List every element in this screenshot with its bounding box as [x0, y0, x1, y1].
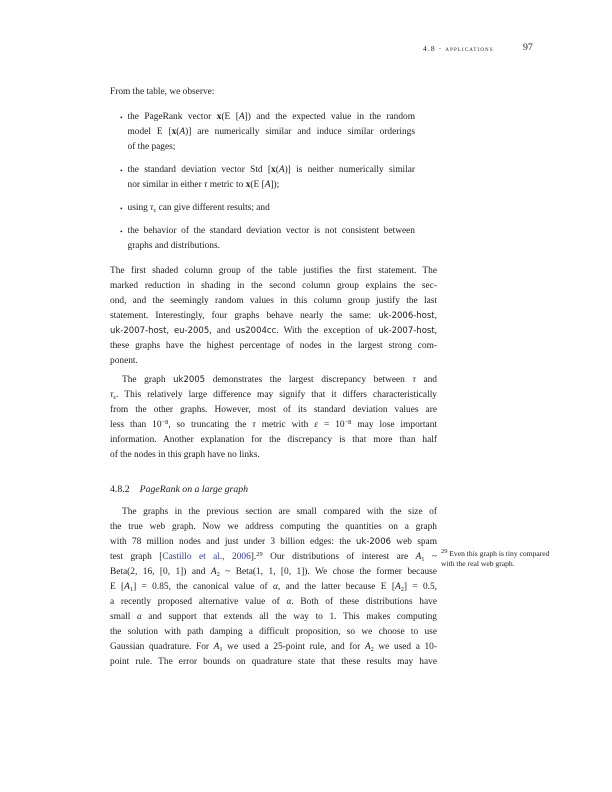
- text-run: may lose important: [351, 420, 437, 430]
- subscript: ε: [113, 394, 117, 401]
- text-run: )] is neither numerically similar: [284, 165, 415, 175]
- text-run: Even this graph is tiny compared: [447, 549, 550, 558]
- text-run: From the table, we observe:: [110, 87, 215, 97]
- math-variable: A: [415, 552, 422, 562]
- text-line: [441, 549, 563, 559]
- text-line: [110, 580, 437, 595]
- text-line: [110, 403, 437, 418]
- math-variable: ε: [314, 420, 318, 430]
- text-run: ] = 0.5,: [403, 582, 437, 592]
- text-line: [110, 264, 437, 279]
- section-heading-title: PageRank on a large graph: [139, 484, 249, 495]
- bullet-icon: •: [120, 166, 123, 175]
- text-run: point rule. The error bounds on quadrature state that these results may have: [110, 657, 437, 667]
- subscript: 1: [129, 586, 134, 593]
- math-variable: τ: [110, 390, 114, 400]
- section-heading-number: 4.8.2: [110, 484, 130, 495]
- text-run: we used a 25-point rule, and for: [222, 642, 365, 652]
- text-run: less than 10: [110, 420, 162, 430]
- paragraph-large-graph: [110, 505, 437, 670]
- text-line: [128, 178, 416, 193]
- citation-link[interactable]: Castillo et al., 2006: [162, 552, 251, 562]
- text-line: [110, 354, 437, 369]
- text-run: ] = 0.85, the canonical value of: [133, 582, 273, 592]
- graph-name: uk2005: [173, 375, 206, 385]
- math-variable: A: [179, 127, 186, 137]
- graph-name: uk-2007-host: [378, 326, 435, 336]
- text-run: graphs and distributions.: [127, 241, 220, 251]
- math-variable: A: [394, 582, 401, 592]
- superscript: −8: [344, 418, 352, 426]
- text-run: ~ Beta(1, 1, [0, 1]). We chose the former because: [219, 567, 437, 577]
- text-run: Beta(2, 16, [0, 1]) and: [110, 567, 211, 577]
- text-line: [128, 125, 416, 140]
- text-run: , and: [209, 326, 236, 336]
- subscript: ε: [153, 207, 157, 214]
- text-line: [110, 535, 437, 550]
- math-bold-symbol: x: [271, 165, 276, 175]
- text-run: test graph [: [110, 552, 163, 562]
- graph-name: us2004cc: [235, 326, 277, 336]
- bullet-icon: •: [120, 204, 123, 213]
- text-line: [110, 505, 437, 520]
- text-run: model E [: [127, 127, 172, 137]
- text-line: [110, 520, 437, 535]
- text-line: [110, 85, 437, 100]
- text-line: [110, 565, 437, 580]
- text-line: [110, 418, 437, 433]
- text-run: with the real web graph.: [441, 559, 515, 568]
- text-run: can give different results; and: [156, 203, 270, 213]
- text-line: [110, 279, 437, 294]
- math-bold-symbol: x: [216, 112, 222, 122]
- text-run: )] are numerically similar and induce similar orderings: [185, 127, 415, 137]
- text-run: the standard deviation vector Std [: [127, 165, 272, 175]
- text-line: [128, 110, 416, 125]
- main-text-column: [110, 85, 437, 670]
- text-run: ,: [434, 311, 437, 321]
- paragraph-table-discussion: [110, 264, 437, 369]
- subscript: 2: [370, 646, 374, 653]
- bullet-icon: •: [120, 113, 123, 122]
- subscript: 1: [421, 556, 425, 563]
- math-variable: A: [364, 642, 371, 652]
- text-line: [110, 373, 437, 388]
- text-run: The graph: [122, 375, 174, 385]
- text-line: [110, 640, 437, 655]
- running-head: [0, 44, 612, 58]
- text-run: ponent.: [110, 356, 138, 366]
- text-run: Gaussian quadrature. For: [110, 642, 214, 652]
- list-item: [120, 163, 416, 193]
- text-run: ,: [166, 326, 174, 336]
- text-line: [110, 595, 437, 610]
- math-variable: τ: [412, 375, 416, 385]
- math-variable: α: [273, 582, 278, 592]
- margin-note: [441, 549, 563, 569]
- text-run: statement. Interestingly, four graphs behave nearly the same:: [110, 311, 379, 321]
- text-run: E [: [110, 582, 125, 592]
- text-line: [110, 294, 437, 309]
- list-item: [120, 224, 416, 254]
- text-line: [110, 433, 437, 448]
- text-line: [128, 224, 416, 239]
- text-run: a recently proposed alternative value of: [110, 597, 287, 607]
- superscript: 29: [256, 550, 263, 558]
- text-run: the true web graph. Now we address computing the quantities on a graph: [110, 522, 437, 532]
- math-bold-symbol: x: [171, 127, 177, 137]
- text-run: information. Another explanation for the discrepancy is that more than half: [110, 435, 437, 445]
- text-line: [128, 140, 416, 155]
- text-line: [110, 610, 437, 625]
- text-line: [110, 655, 437, 670]
- math-variable: A: [278, 165, 285, 175]
- text-run: nor similar in either: [127, 180, 205, 190]
- text-run: of the pages;: [127, 142, 176, 152]
- text-line: [128, 163, 416, 178]
- section-heading: [110, 482, 437, 497]
- math-variable: τ: [150, 203, 154, 213]
- text-run: (E [: [221, 112, 239, 122]
- text-run: of the nodes in this graph have no links.: [110, 450, 260, 460]
- text-run: The first shaded column group of the table justifies the first statement. The: [110, 266, 437, 276]
- math-variable: A: [210, 567, 217, 577]
- graph-name: eu-2005: [173, 326, 210, 336]
- text-run: with 78 million nodes and just under 3 billion edges: the: [110, 537, 357, 547]
- intro-paragraph: [110, 85, 437, 100]
- math-variable: A: [213, 642, 220, 652]
- text-run: = 10: [317, 420, 345, 430]
- superscript: 29: [441, 549, 448, 555]
- page-number: 97: [523, 42, 533, 53]
- graph-name: uk-2006-host: [378, 311, 435, 321]
- text-run: marked reduction in shading in the second column group explains the sec-: [110, 281, 437, 291]
- text-run: these graphs have the highest percentage of nodes in the largest strong com-: [110, 341, 437, 351]
- text-run: (E [: [250, 180, 265, 190]
- text-line: [110, 550, 437, 565]
- math-variable: τ: [204, 180, 208, 190]
- text-run: ,: [434, 326, 437, 336]
- text-run: and: [415, 375, 437, 385]
- subscript: 2: [216, 571, 220, 578]
- text-run: metric to: [207, 180, 246, 190]
- text-run: the solution with path damping a difficult proposition, so we choose to use: [110, 627, 437, 637]
- text-run: the behavior of the standard deviation vector is not consistent between: [127, 226, 415, 236]
- text-run: ~: [424, 552, 437, 562]
- text-run: . With the exception of: [276, 326, 379, 336]
- math-variable: a: [136, 612, 142, 622]
- math-variable: A: [238, 112, 245, 122]
- text-line: [110, 339, 437, 354]
- math-variable: A: [264, 180, 271, 190]
- text-line: [110, 388, 437, 403]
- text-run: ond, and the seemingly random values in this column group justify the last: [110, 296, 437, 306]
- text-line: [441, 559, 563, 569]
- subscript: 1: [219, 646, 223, 653]
- text-run: , so truncating the: [168, 420, 253, 430]
- text-run: and support that extends all the way to 1. This makes computing: [141, 612, 437, 622]
- text-run: (: [275, 165, 279, 175]
- text-run: , and the latter because E [: [277, 582, 395, 592]
- text-run: Our distributions of interest are: [262, 552, 416, 562]
- observation-list: [110, 110, 437, 254]
- text-line: [110, 309, 437, 324]
- math-variable: τ: [252, 420, 256, 430]
- list-item: [120, 110, 416, 155]
- text-run: we used a 10-: [373, 642, 437, 652]
- text-run: . Both of these distributions have: [291, 597, 437, 607]
- text-line: [128, 201, 416, 216]
- graph-name: uk-2007-host: [110, 326, 167, 336]
- text-run: demonstrates the largest discrepancy between: [205, 375, 413, 385]
- text-line: [110, 324, 437, 339]
- text-run: ]);: [270, 180, 280, 190]
- text-run: the PageRank vector: [127, 112, 217, 122]
- text-line: [128, 239, 416, 254]
- running-head-section: 4.8 · applications: [423, 44, 494, 53]
- math-variable: α: [286, 597, 292, 607]
- text-line: [110, 625, 437, 640]
- paragraph-uk2005-discussion: [110, 373, 437, 463]
- text-run: metric with: [255, 420, 315, 430]
- superscript: −8: [161, 418, 169, 426]
- text-run: ]) and the expected value in the random: [244, 112, 415, 122]
- text-run: small: [110, 612, 137, 622]
- subscript: 2: [400, 586, 404, 593]
- text-run: The graphs in the previous section are small compared with the size of: [122, 507, 437, 517]
- text-run: . This relatively large difference may signify that it differs characteristically: [116, 390, 437, 400]
- math-bold-symbol: x: [245, 180, 251, 190]
- list-item: [120, 201, 416, 216]
- graph-name: uk-2006: [356, 537, 392, 547]
- bullet-icon: •: [120, 227, 123, 236]
- text-run: web spam: [391, 537, 437, 547]
- text-run: (: [176, 127, 180, 137]
- text-run: using: [127, 203, 151, 213]
- text-run: from the other graphs. However, most of its standard deviation values are: [110, 405, 437, 415]
- text-run: ].: [250, 552, 257, 562]
- text-line: [110, 448, 437, 463]
- math-variable: A: [124, 582, 130, 592]
